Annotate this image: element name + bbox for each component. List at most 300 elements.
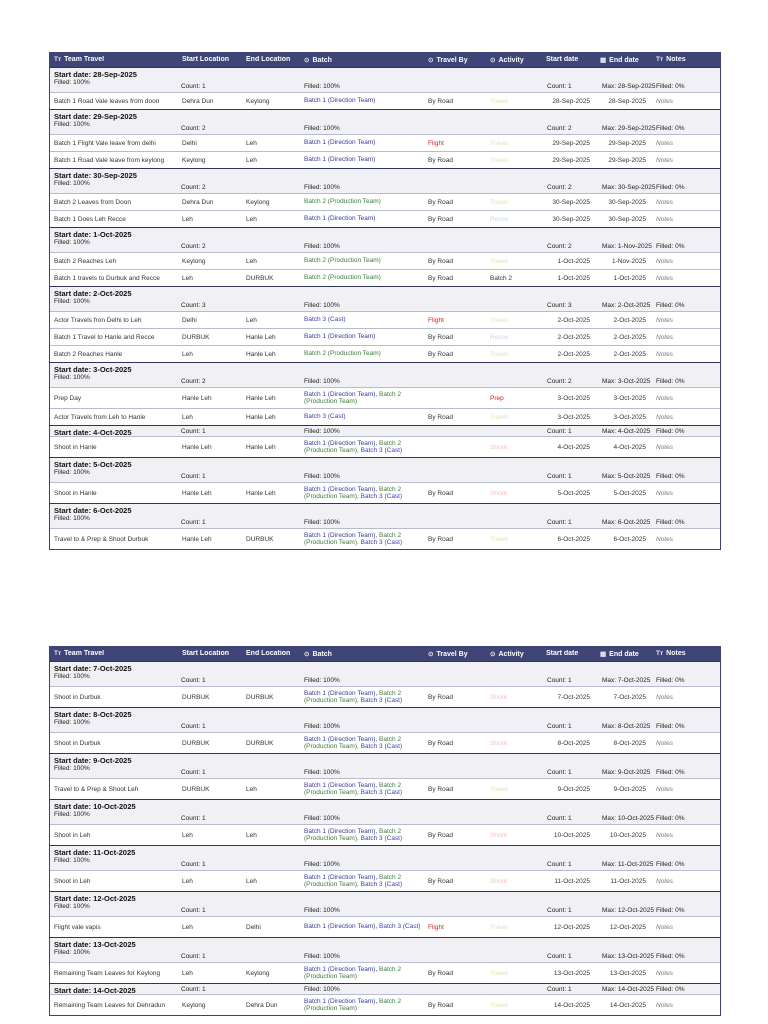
- batch-link[interactable]: Batch 1 (Direction Team),: [304, 965, 380, 973]
- cell-start-location[interactable]: Delhi: [182, 139, 197, 147]
- cell-start-location[interactable]: DURBUK: [182, 739, 210, 747]
- cell-activity[interactable]: Shoot: [490, 877, 507, 885]
- batch-link[interactable]: Batch 2 (Production Team): [304, 965, 402, 980]
- batch-link[interactable]: Batch 1 (Direction Team),: [304, 531, 380, 539]
- cell-start-date[interactable]: 14-Oct-2025: [553, 1001, 590, 1009]
- cell-batch[interactable]: [300, 257, 424, 265]
- cell-notes[interactable]: Notes: [656, 97, 673, 105]
- cell-start-date[interactable]: 13-Oct-2025: [553, 969, 590, 977]
- cell-travel-by[interactable]: By Road: [428, 489, 453, 497]
- cell-start-date[interactable]: 30-Sep-2025: [552, 215, 590, 223]
- cell-team-travel[interactable]: Batch 1 travels to Durbuk and Recce: [54, 274, 160, 282]
- cell-batch[interactable]: [300, 736, 424, 751]
- cell-notes[interactable]: Notes: [656, 333, 673, 341]
- cell-activity[interactable]: Travel: [490, 316, 508, 324]
- table-row[interactable]: [50, 916, 720, 937]
- table-row[interactable]: [50, 962, 720, 983]
- cell-team-travel[interactable]: Remaining Team Leaves for Dehradun: [54, 1001, 166, 1009]
- cell-end-location[interactable]: Leh: [246, 257, 257, 265]
- cell-start-date[interactable]: 1-Oct-2025: [557, 257, 590, 265]
- batch-link[interactable]: Batch 1 (Direction Team),: [304, 873, 380, 881]
- batch-link[interactable]: Batch 2 (Production Team),: [304, 485, 402, 500]
- group-header[interactable]: [50, 286, 720, 311]
- cell-end-date[interactable]: 2-Oct-2025: [613, 316, 646, 324]
- col-batch[interactable]: ⊙ Batch: [304, 56, 332, 64]
- cell-end-date[interactable]: 28-Sep-2025: [608, 97, 646, 105]
- cell-activity[interactable]: Shoot: [490, 693, 507, 701]
- table-row[interactable]: [50, 269, 720, 286]
- cell-notes[interactable]: Notes: [656, 394, 673, 402]
- cell-end-date[interactable]: 30-Sep-2025: [608, 198, 646, 206]
- batch-link[interactable]: Batch 3 (Cast): [360, 835, 403, 842]
- cell-activity[interactable]: Travel: [490, 97, 508, 105]
- cell-start-location[interactable]: Hanle Leh: [182, 394, 212, 402]
- cell-start-date[interactable]: 5-Oct-2025: [557, 489, 590, 497]
- cell-notes[interactable]: Notes: [656, 739, 673, 747]
- batch-link[interactable]: Batch 1 (Direction Team),: [304, 390, 380, 398]
- cell-activity[interactable]: Recce: [490, 215, 509, 223]
- cell-start-location[interactable]: Dehra Dun: [182, 198, 214, 206]
- cell-batch[interactable]: [300, 391, 424, 406]
- col-end-location[interactable]: End Location: [246, 56, 291, 63]
- group-header[interactable]: [50, 937, 720, 962]
- batch-link[interactable]: Batch 1 (Direction Team),: [304, 923, 380, 931]
- cell-activity[interactable]: Shoot: [490, 489, 507, 497]
- cell-activity[interactable]: Travel: [490, 535, 508, 543]
- cell-team-travel[interactable]: Batch 2 Leaves from Doon: [54, 198, 131, 206]
- group-header[interactable]: [50, 425, 720, 436]
- cell-team-travel[interactable]: Batch 2 Reaches Hanle: [54, 350, 123, 358]
- cell-batch[interactable]: [300, 198, 424, 206]
- batch-link[interactable]: Batch 2 (Production Team): [304, 350, 381, 358]
- col-start-date[interactable]: Start date: [546, 56, 579, 63]
- cell-start-location[interactable]: Keylong: [182, 156, 206, 164]
- cell-batch[interactable]: [300, 215, 424, 223]
- cell-start-location[interactable]: Keylong: [182, 1001, 206, 1009]
- cell-notes[interactable]: Notes: [656, 1001, 673, 1009]
- cell-notes[interactable]: Notes: [656, 785, 673, 793]
- cell-batch[interactable]: [300, 156, 424, 164]
- cell-travel-by[interactable]: By Road: [428, 535, 453, 543]
- cell-batch[interactable]: [300, 690, 424, 705]
- group-header[interactable]: [50, 457, 720, 482]
- cell-batch[interactable]: [300, 97, 424, 105]
- cell-batch[interactable]: [300, 828, 424, 843]
- batch-link[interactable]: Batch 2 (Production Team),: [304, 439, 402, 454]
- batch-link[interactable]: Batch 2 (Production Team),: [304, 781, 402, 796]
- batch-link[interactable]: Batch 1 (Direction Team),: [304, 781, 380, 789]
- cell-travel-by[interactable]: By Road: [428, 413, 453, 421]
- group-header[interactable]: [50, 109, 720, 134]
- cell-start-date[interactable]: 28-Sep-2025: [552, 97, 590, 105]
- table-row[interactable]: [50, 151, 720, 168]
- cell-end-location[interactable]: Keylong: [246, 969, 270, 977]
- cell-start-date[interactable]: 3-Oct-2025: [557, 413, 590, 421]
- cell-notes[interactable]: Notes: [656, 215, 673, 223]
- cell-batch[interactable]: [300, 532, 424, 547]
- table-row[interactable]: [50, 92, 720, 109]
- cell-travel-by[interactable]: By Road: [428, 831, 453, 839]
- cell-start-location[interactable]: Delhi: [182, 316, 197, 324]
- cell-batch[interactable]: [300, 923, 424, 931]
- cell-start-location[interactable]: Hanle Leh: [182, 443, 212, 451]
- cell-end-date[interactable]: 13-Oct-2025: [609, 969, 646, 977]
- cell-end-date[interactable]: 2-Oct-2025: [613, 350, 646, 358]
- cell-notes[interactable]: Notes: [656, 489, 673, 497]
- cell-end-location[interactable]: DURBUK: [246, 739, 274, 747]
- group-header[interactable]: [50, 799, 720, 824]
- cell-start-date[interactable]: 2-Oct-2025: [557, 350, 590, 358]
- cell-end-location[interactable]: Keylong: [246, 97, 270, 105]
- cell-start-date[interactable]: 2-Oct-2025: [557, 333, 590, 341]
- cell-notes[interactable]: Notes: [656, 139, 673, 147]
- cell-end-date[interactable]: 1-Oct-2025: [613, 274, 646, 282]
- cell-end-date[interactable]: 1-Nov-2025: [612, 257, 646, 265]
- cell-travel-by[interactable]: Flight: [428, 139, 444, 147]
- batch-link[interactable]: Batch 3 (Cast): [360, 447, 403, 454]
- cell-team-travel[interactable]: Batch 1 Does Leh Recce: [54, 215, 126, 223]
- batch-link[interactable]: Batch 1 (Direction Team): [304, 156, 376, 164]
- cell-start-location[interactable]: DURBUK: [182, 333, 210, 341]
- cell-batch[interactable]: [300, 966, 424, 981]
- cell-start-date[interactable]: 12-Oct-2025: [553, 923, 590, 931]
- cell-notes[interactable]: Notes: [656, 156, 673, 164]
- cell-start-location[interactable]: DURBUK: [182, 785, 210, 793]
- cell-notes[interactable]: Notes: [656, 443, 673, 451]
- cell-notes[interactable]: Notes: [656, 413, 673, 421]
- cell-batch[interactable]: [300, 333, 424, 341]
- cell-end-location[interactable]: Leh: [246, 785, 257, 793]
- cell-activity[interactable]: Shoot: [490, 831, 507, 839]
- cell-end-location[interactable]: Leh: [246, 139, 257, 147]
- cell-batch[interactable]: [300, 139, 424, 147]
- cell-activity[interactable]: Batch 2: [490, 274, 513, 282]
- col-batch[interactable]: ⊙ Batch: [304, 650, 332, 658]
- cell-batch[interactable]: [300, 413, 424, 421]
- batch-link[interactable]: Batch 1 (Direction Team): [304, 333, 376, 341]
- cell-start-date[interactable]: 11-Oct-2025: [554, 877, 590, 885]
- cell-team-travel[interactable]: Travel to & Prep & Shoot Durbuk: [54, 535, 149, 543]
- cell-batch[interactable]: [300, 350, 424, 358]
- col-activity[interactable]: ⊙ Activity: [490, 650, 524, 658]
- table-row[interactable]: [50, 778, 720, 799]
- cell-end-date[interactable]: 14-Oct-2025: [609, 1001, 646, 1009]
- table-row[interactable]: [50, 436, 720, 457]
- col-travel-by[interactable]: ⊙ Travel By: [428, 650, 468, 658]
- batch-link[interactable]: Batch 2 (Production Team): [304, 274, 381, 282]
- cell-end-location[interactable]: DURBUK: [246, 274, 274, 282]
- cell-notes[interactable]: Notes: [656, 257, 673, 265]
- col-team-travel[interactable]: Tᴛ Team Travel: [54, 56, 105, 63]
- cell-travel-by[interactable]: By Road: [428, 785, 453, 793]
- cell-end-location[interactable]: Leh: [246, 877, 257, 885]
- cell-team-travel[interactable]: Shoot in Durbuk: [54, 693, 101, 701]
- cell-activity[interactable]: Travel: [490, 1001, 508, 1009]
- cell-batch[interactable]: [300, 316, 424, 324]
- cell-end-date[interactable]: 4-Oct-2025: [613, 443, 646, 451]
- cell-travel-by[interactable]: By Road: [428, 274, 453, 282]
- table-row[interactable]: [50, 311, 720, 328]
- group-header[interactable]: [50, 891, 720, 916]
- cell-activity[interactable]: Travel: [490, 350, 508, 358]
- cell-end-date[interactable]: 30-Sep-2025: [608, 215, 646, 223]
- cell-team-travel[interactable]: Shoot in Durbuk: [54, 739, 101, 747]
- cell-travel-by[interactable]: By Road: [428, 693, 453, 701]
- cell-end-date[interactable]: 12-Oct-2025: [609, 923, 646, 931]
- batch-link[interactable]: Batch 3 (Cast): [360, 789, 403, 796]
- cell-notes[interactable]: Notes: [656, 923, 673, 931]
- cell-end-location[interactable]: Delhi: [246, 923, 261, 931]
- cell-end-date[interactable]: 5-Oct-2025: [613, 489, 646, 497]
- batch-link[interactable]: Batch 1 (Direction Team),: [304, 439, 380, 447]
- batch-link[interactable]: Batch 2 (Production Team): [304, 198, 381, 206]
- cell-start-date[interactable]: 29-Sep-2025: [552, 139, 590, 147]
- cell-batch[interactable]: [300, 440, 424, 455]
- group-header[interactable]: [50, 661, 720, 686]
- cell-start-location[interactable]: Dehra Dun: [182, 97, 214, 105]
- table-row[interactable]: [50, 870, 720, 891]
- col-travel-by[interactable]: ⊙ Travel By: [428, 56, 468, 64]
- cell-start-date[interactable]: 7-Oct-2025: [557, 693, 590, 701]
- cell-activity[interactable]: Shoot: [490, 443, 507, 451]
- table-row[interactable]: [50, 345, 720, 362]
- cell-travel-by[interactable]: By Road: [428, 739, 453, 747]
- batch-link[interactable]: Batch 3 (Cast): [304, 413, 346, 421]
- cell-notes[interactable]: Notes: [656, 877, 673, 885]
- cell-start-date[interactable]: 10-Oct-2025: [553, 831, 590, 839]
- cell-team-travel[interactable]: Shoot in Leh: [54, 877, 91, 885]
- cell-end-location[interactable]: Leh: [246, 215, 257, 223]
- batch-link[interactable]: Batch 2 (Production Team),: [304, 735, 402, 750]
- cell-start-date[interactable]: 8-Oct-2025: [557, 739, 590, 747]
- cell-batch[interactable]: [300, 874, 424, 889]
- cell-team-travel[interactable]: Travel to & Prep & Shoot Leh: [54, 785, 139, 793]
- cell-notes[interactable]: Notes: [656, 198, 673, 206]
- cell-end-date[interactable]: 10-Oct-2025: [609, 831, 646, 839]
- batch-link[interactable]: Batch 3 (Cast): [304, 316, 346, 324]
- cell-start-location[interactable]: Leh: [182, 877, 193, 885]
- cell-start-location[interactable]: Leh: [182, 350, 193, 358]
- table-row[interactable]: [50, 482, 720, 503]
- col-start-date[interactable]: Start date: [546, 650, 579, 657]
- cell-travel-by[interactable]: By Road: [428, 156, 453, 164]
- table-row[interactable]: [50, 328, 720, 345]
- table-row[interactable]: [50, 193, 720, 210]
- batch-link[interactable]: Batch 1 (Direction Team): [304, 215, 376, 223]
- cell-notes[interactable]: Notes: [656, 350, 673, 358]
- col-team-travel[interactable]: Tᴛ Team Travel: [54, 650, 105, 657]
- col-notes[interactable]: Tᴛ Notes: [656, 650, 686, 657]
- batch-link[interactable]: Batch 2 (Production Team),: [304, 689, 402, 704]
- cell-start-date[interactable]: 9-Oct-2025: [557, 785, 590, 793]
- cell-start-location[interactable]: Leh: [182, 413, 193, 421]
- batch-link[interactable]: Batch 2 (Production Team): [304, 997, 402, 1012]
- cell-batch[interactable]: [300, 998, 424, 1013]
- cell-activity[interactable]: Travel: [490, 413, 508, 421]
- col-end-date[interactable]: ▦ End date: [600, 650, 639, 658]
- cell-team-travel[interactable]: Actor Travels from Leh to Hanle: [54, 413, 146, 421]
- cell-start-location[interactable]: DURBUK: [182, 693, 210, 701]
- cell-travel-by[interactable]: By Road: [428, 1001, 453, 1009]
- table-row[interactable]: [50, 134, 720, 151]
- batch-link[interactable]: Batch 1 (Direction Team): [304, 139, 376, 147]
- cell-activity[interactable]: Travel: [490, 785, 508, 793]
- col-start-location[interactable]: Start Location: [182, 56, 230, 63]
- batch-link[interactable]: Batch 3 (Cast): [360, 539, 403, 546]
- cell-activity[interactable]: Shoot: [490, 739, 507, 747]
- cell-end-location[interactable]: Dehra Dun: [246, 1001, 278, 1009]
- batch-link[interactable]: Batch 1 (Direction Team): [304, 97, 376, 105]
- cell-team-travel[interactable]: Shoot in Leh: [54, 831, 91, 839]
- cell-start-location[interactable]: Leh: [182, 923, 193, 931]
- cell-end-date[interactable]: 2-Oct-2025: [613, 333, 646, 341]
- cell-activity[interactable]: Travel: [490, 923, 508, 931]
- cell-notes[interactable]: Notes: [656, 693, 673, 701]
- cell-start-location[interactable]: Leh: [182, 274, 193, 282]
- cell-start-location[interactable]: Keylong: [182, 257, 206, 265]
- cell-end-location[interactable]: Hanle Leh: [246, 489, 276, 497]
- cell-end-date[interactable]: 8-Oct-2025: [613, 739, 646, 747]
- cell-travel-by[interactable]: By Road: [428, 969, 453, 977]
- group-header[interactable]: [50, 983, 720, 994]
- cell-start-location[interactable]: Leh: [182, 969, 193, 977]
- group-header[interactable]: [50, 707, 720, 732]
- table-row[interactable]: [50, 732, 720, 753]
- cell-team-travel[interactable]: Remaining Team Leaves for Keylong: [54, 969, 161, 977]
- cell-start-location[interactable]: Leh: [182, 831, 193, 839]
- cell-activity[interactable]: Travel: [490, 139, 508, 147]
- table-row[interactable]: [50, 210, 720, 227]
- batch-link[interactable]: Batch 1 (Direction Team),: [304, 997, 380, 1005]
- col-end-location[interactable]: End Location: [246, 650, 291, 657]
- group-header[interactable]: [50, 845, 720, 870]
- cell-travel-by[interactable]: By Road: [428, 97, 453, 105]
- cell-end-location[interactable]: DURBUK: [246, 535, 274, 543]
- group-header[interactable]: [50, 362, 720, 387]
- cell-activity[interactable]: Travel: [490, 969, 508, 977]
- cell-start-date[interactable]: 1-Oct-2025: [557, 274, 590, 282]
- batch-link[interactable]: Batch 1 (Direction Team),: [304, 485, 380, 493]
- cell-batch[interactable]: [300, 274, 424, 282]
- cell-team-travel[interactable]: Batch 2 Reaches Leh: [54, 257, 117, 265]
- cell-end-location[interactable]: Hanle Leh: [246, 394, 276, 402]
- cell-end-location[interactable]: DURBUK: [246, 693, 274, 701]
- col-start-location[interactable]: Start Location: [182, 650, 230, 657]
- cell-end-date[interactable]: 6-Oct-2025: [613, 535, 646, 543]
- cell-batch[interactable]: [300, 486, 424, 501]
- group-header[interactable]: [50, 227, 720, 252]
- batch-link[interactable]: Batch 2 (Production Team): [304, 390, 402, 405]
- cell-end-date[interactable]: 7-Oct-2025: [613, 693, 646, 701]
- cell-notes[interactable]: Notes: [656, 969, 673, 977]
- cell-team-travel[interactable]: Batch 1 Flight Vale leave from delhi: [54, 139, 156, 147]
- cell-end-location[interactable]: Hanle Leh: [246, 413, 276, 421]
- cell-start-date[interactable]: 30-Sep-2025: [552, 198, 590, 206]
- cell-travel-by[interactable]: By Road: [428, 215, 453, 223]
- cell-end-location[interactable]: Hanle Leh: [246, 443, 276, 451]
- cell-notes[interactable]: Notes: [656, 274, 673, 282]
- cell-notes[interactable]: Notes: [656, 535, 673, 543]
- cell-team-travel[interactable]: Flight vale vapis: [54, 923, 101, 931]
- cell-start-location[interactable]: Hanle Leh: [182, 535, 212, 543]
- cell-travel-by[interactable]: Flight: [428, 923, 444, 931]
- cell-travel-by[interactable]: By Road: [428, 333, 453, 341]
- batch-link[interactable]: Batch 1 (Direction Team),: [304, 735, 380, 743]
- cell-team-travel[interactable]: Prep Day: [54, 394, 82, 402]
- cell-end-date[interactable]: 29-Sep-2025: [608, 139, 646, 147]
- cell-activity[interactable]: Travel: [490, 156, 508, 164]
- cell-start-date[interactable]: 29-Sep-2025: [552, 156, 590, 164]
- cell-team-travel[interactable]: Shoot in Hanle: [54, 443, 97, 451]
- col-activity[interactable]: ⊙ Activity: [490, 56, 524, 64]
- batch-link[interactable]: Batch 2 (Production Team),: [304, 531, 402, 546]
- cell-end-location[interactable]: Keylong: [246, 198, 270, 206]
- col-end-date[interactable]: ▦ End date: [600, 56, 639, 64]
- cell-team-travel[interactable]: Actor Travels fron Delhi to Leh: [54, 316, 142, 324]
- cell-activity[interactable]: Prep: [490, 394, 504, 402]
- table-row[interactable]: [50, 686, 720, 707]
- cell-notes[interactable]: Notes: [656, 831, 673, 839]
- cell-activity[interactable]: Recce: [490, 333, 509, 341]
- table-row[interactable]: [50, 994, 720, 1015]
- cell-team-travel[interactable]: Batch 1 Road Vale leave from keylong: [54, 156, 165, 164]
- cell-team-travel[interactable]: Shoot in Hanle: [54, 489, 97, 497]
- cell-end-location[interactable]: Hanle Leh: [246, 350, 276, 358]
- batch-link[interactable]: Batch 3 (Cast): [360, 881, 403, 888]
- cell-start-date[interactable]: 4-Oct-2025: [557, 443, 590, 451]
- batch-link[interactable]: Batch 1 (Direction Team),: [304, 827, 380, 835]
- cell-travel-by[interactable]: By Road: [428, 257, 453, 265]
- batch-link[interactable]: Batch 3 (Cast): [360, 743, 403, 750]
- cell-end-date[interactable]: 9-Oct-2025: [613, 785, 646, 793]
- cell-activity[interactable]: Travel: [490, 198, 508, 206]
- cell-end-date[interactable]: 3-Oct-2025: [613, 394, 646, 402]
- cell-travel-by[interactable]: By Road: [428, 877, 453, 885]
- cell-team-travel[interactable]: Batch 1 Road Vale leaves from doon: [54, 97, 160, 105]
- group-header[interactable]: [50, 168, 720, 193]
- cell-end-date[interactable]: 29-Sep-2025: [608, 156, 646, 164]
- batch-link[interactable]: Batch 2 (Production Team),: [304, 827, 402, 842]
- batch-link[interactable]: Batch 3 (Cast): [379, 923, 421, 931]
- cell-end-location[interactable]: Hanle Leh: [246, 333, 276, 341]
- batch-link[interactable]: Batch 2 (Production Team),: [304, 873, 402, 888]
- cell-travel-by[interactable]: By Road: [428, 350, 453, 358]
- group-header[interactable]: [50, 67, 720, 92]
- cell-activity[interactable]: Travel: [490, 257, 508, 265]
- col-notes[interactable]: Tᴛ Notes: [656, 56, 686, 63]
- cell-travel-by[interactable]: By Road: [428, 198, 453, 206]
- cell-start-date[interactable]: 3-Oct-2025: [557, 394, 590, 402]
- batch-link[interactable]: Batch 2 (Production Team): [304, 257, 381, 265]
- table-row[interactable]: [50, 252, 720, 269]
- table-row[interactable]: [50, 528, 720, 549]
- cell-start-date[interactable]: 2-Oct-2025: [557, 316, 590, 324]
- group-header[interactable]: [50, 503, 720, 528]
- cell-end-location[interactable]: Leh: [246, 316, 257, 324]
- batch-link[interactable]: Batch 1 (Direction Team),: [304, 689, 380, 697]
- cell-start-location[interactable]: Leh: [182, 215, 193, 223]
- cell-end-location[interactable]: Leh: [246, 156, 257, 164]
- cell-team-travel[interactable]: Batch 1 Travel to Hanle and Recce: [54, 333, 155, 341]
- table-row[interactable]: [50, 387, 720, 408]
- cell-start-date[interactable]: 6-Oct-2025: [557, 535, 590, 543]
- cell-start-location[interactable]: Hanle Leh: [182, 489, 212, 497]
- table-row[interactable]: [50, 408, 720, 425]
- cell-travel-by[interactable]: Flight: [428, 316, 444, 324]
- cell-end-date[interactable]: 11-Oct-2025: [610, 877, 646, 885]
- cell-end-location[interactable]: Leh: [246, 831, 257, 839]
- batch-link[interactable]: Batch 3 (Cast): [360, 493, 403, 500]
